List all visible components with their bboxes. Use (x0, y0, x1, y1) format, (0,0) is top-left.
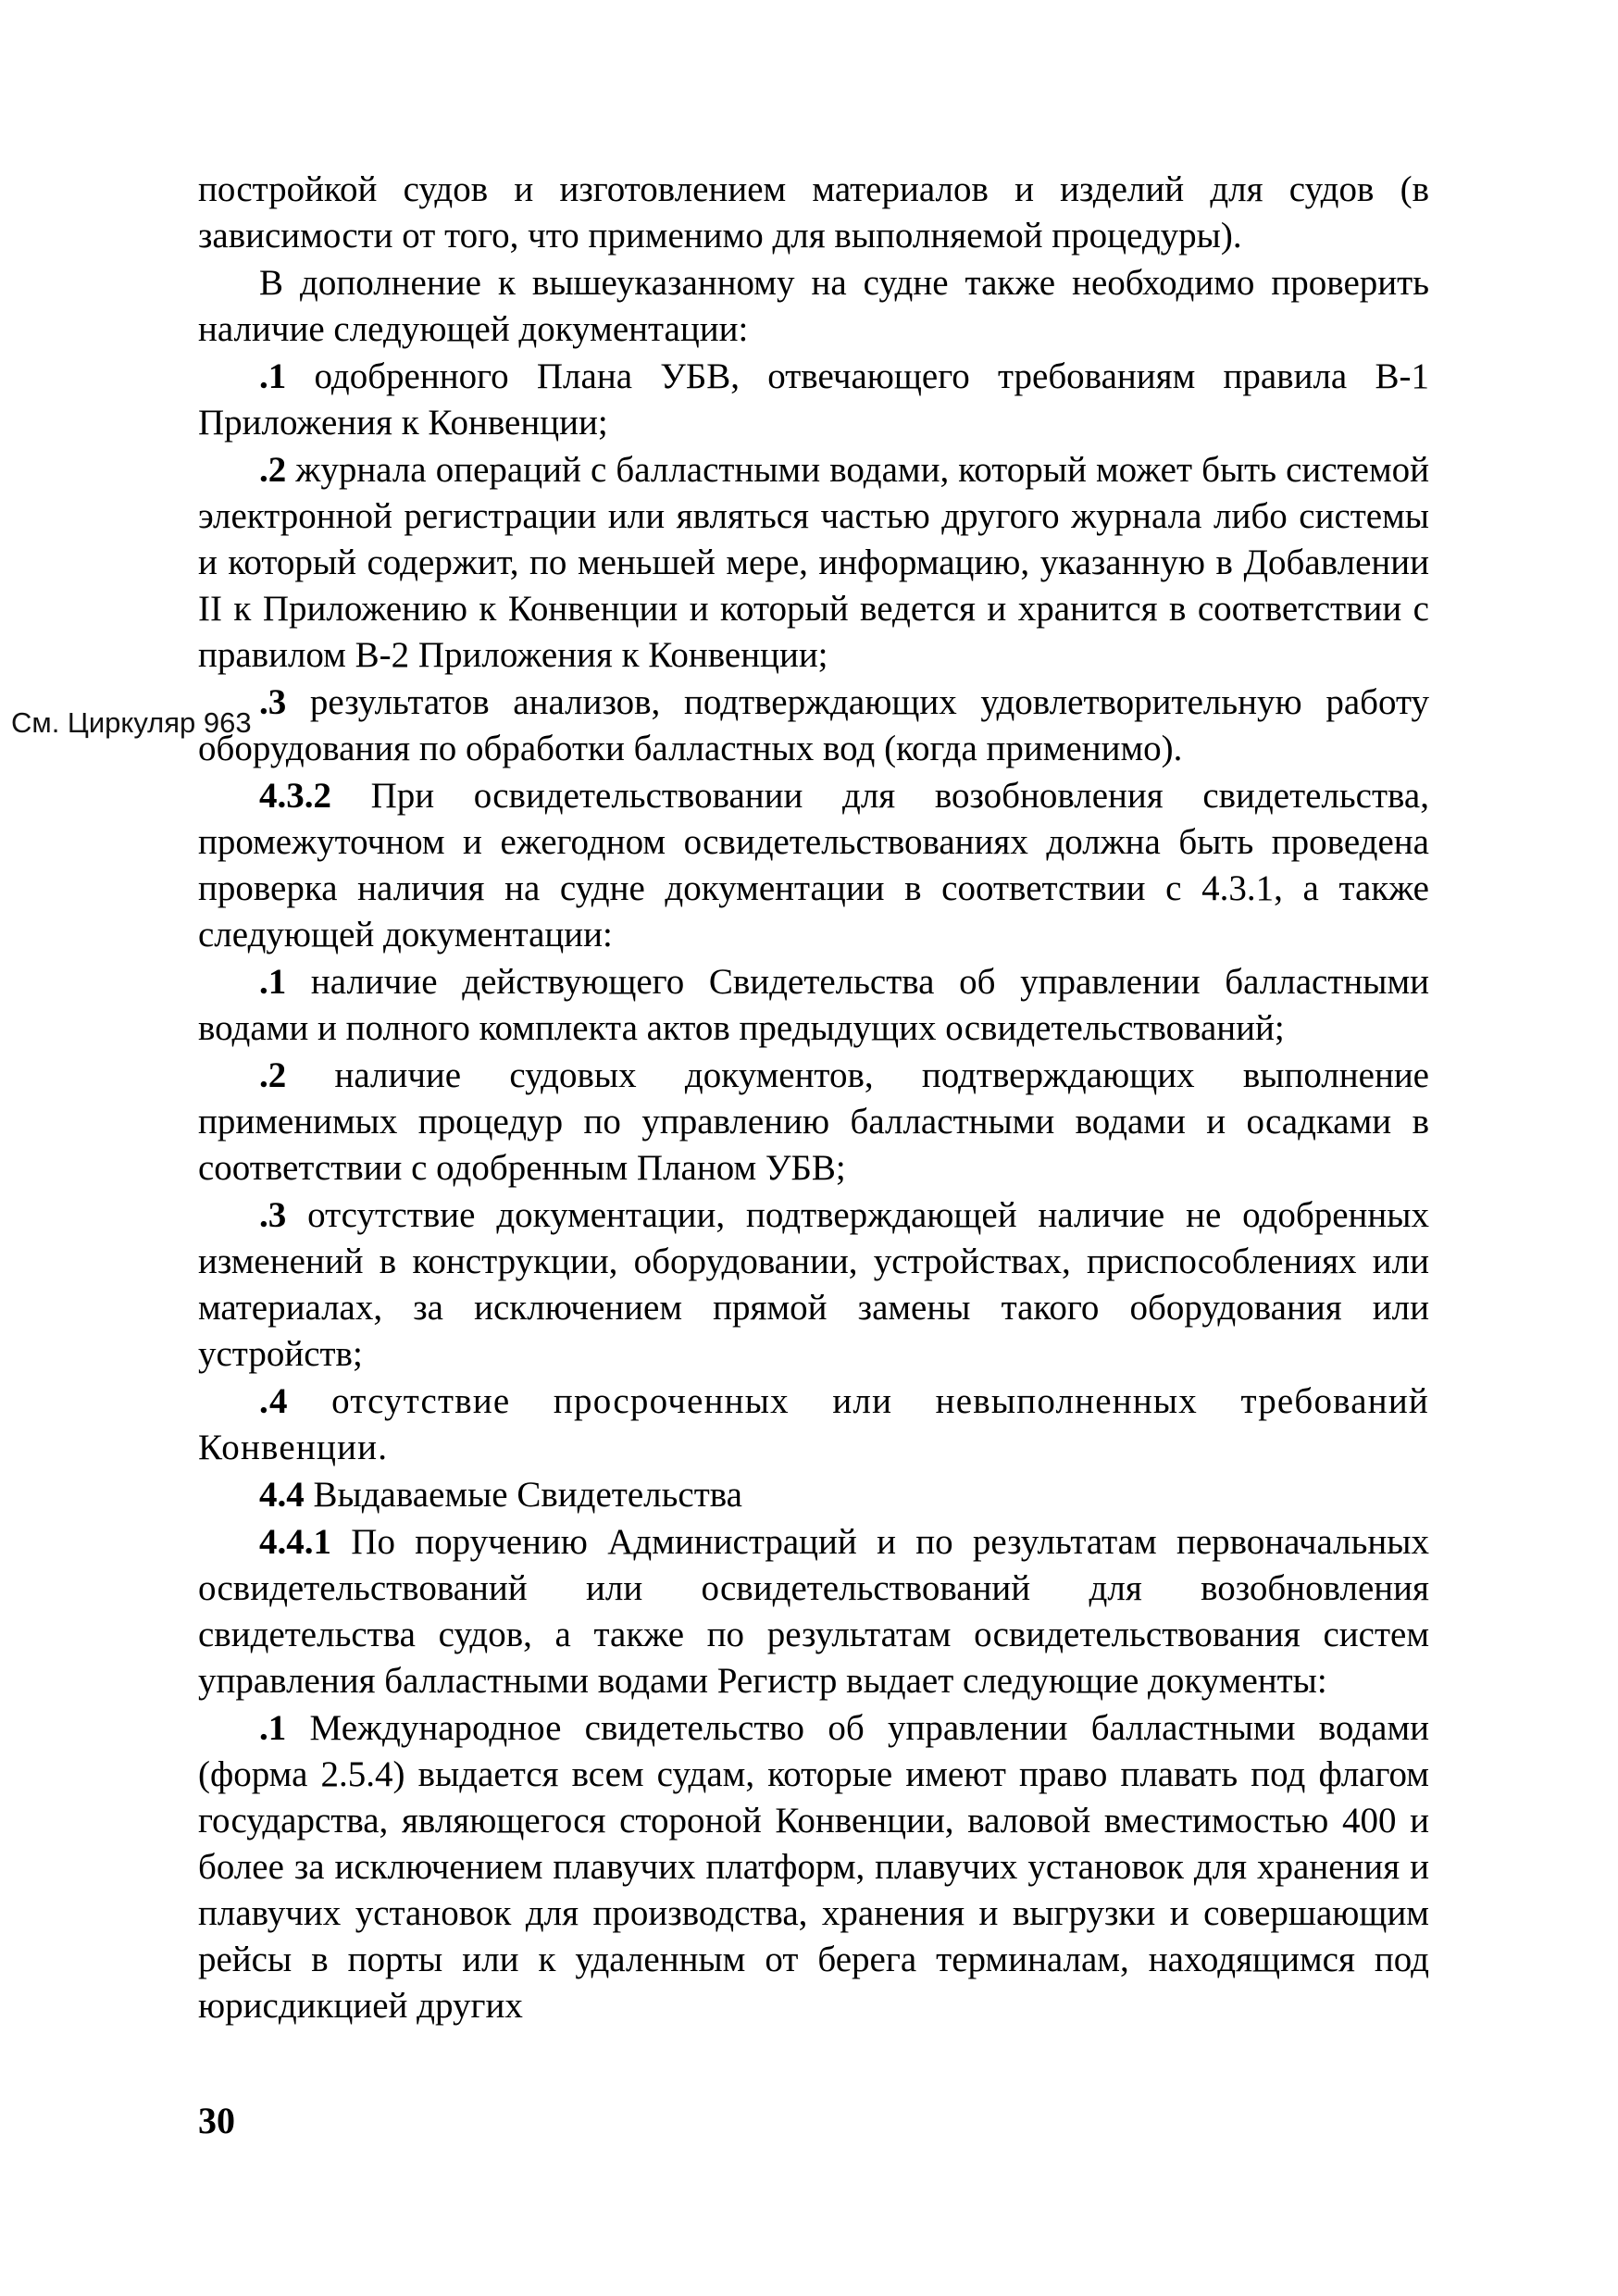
list-item: .2 журнала операций с балластными водами, который может быть системой электронной регистрации или являться частью другого журнала либо системы и который содержит, по меньшей мере, информацию, указанную в Добавлении II к Приложению к Конвенции и который ведется и хранится в соответствии с правилом В-2 Приложения к Конвенции; (198, 450, 1429, 675)
list-item: .1 Международное свидетельство об управлении балластными водами (форма 2.5.4) выдается всем судам, которые имеют право плавать под флагом государства, являющегося стороной Конвенции, валовой вместимостью 400 и более за исключением плавучих платформ, плавучих установок для хранения и плавучих установок для производства, хранения и выгрузки и совершающим рейсы в порты или к удаленным от берега терминалам, находящимся под юрисдикцией других (198, 1708, 1429, 2026)
page-number: 30 (198, 2100, 235, 2141)
item-number: .3 (259, 1195, 287, 1235)
item-number: .2 (259, 1055, 287, 1095)
list-item: .3 отсутствие документации, подтверждающей наличие не одобренных изменений в конструкции, оборудовании, устройствах, приспособлениях или материалах, за исключением прямой замены такого оборудования или устройств; (198, 1195, 1429, 1374)
item-number: .4 (259, 1381, 289, 1421)
item-number: .1 (259, 1708, 287, 1748)
paragraph: постройкой судов и изготовлением материалов и изделий для судов (в зависимости от того, что применимо для выполняемой процедуры). (198, 169, 1429, 256)
document-body (198, 167, 1429, 2030)
section-heading: 4.4 Выдаваемые Свидетельства (259, 1475, 742, 1515)
section-number: 4.4 (259, 1475, 305, 1515)
section-number: 4.4.1 (259, 1522, 331, 1562)
list-item: .2 наличие судовых документов, подтверждающих выполнение применимых процедур по управлению балластными водами и осадками в соответствии с одобренным Планом УБВ; (198, 1055, 1429, 1188)
list-item: .1 одобренного Плана УБВ, отвечающего требованиям правила В-1 Приложения к Конвенции; (198, 356, 1429, 443)
item-number: .2 (259, 450, 287, 490)
section-paragraph: 4.3.2 При освидетельствовании для возобновления свидетельства, промежуточном и ежегодном освидетельствованиях должна быть проведена проверка наличия на судне документации в соответствии с 4.3.1, а также следующей документации: (198, 776, 1429, 955)
list-item: .3 результатов анализов, подтверждающих удовлетворительную работу оборудования по обработки балластных вод (когда применимо). (198, 682, 1429, 768)
list-item: .1 наличие действующего Свидетельства об управлении балластными водами и полного комплекта актов предыдущих освидетельствований; (198, 962, 1429, 1048)
list-item: .4 отсутствие просроченных или невыполненных требований Конвенции. (198, 1381, 1429, 1467)
paragraph: В дополнение к вышеуказанному на судне также необходимо проверить наличие следующей документации: (198, 263, 1429, 349)
item-number: .3 (259, 682, 287, 722)
section-paragraph: 4.4.1 По поручению Администраций и по результатам первоначальных освидетельствований или освидетельствований для возобновления свидетельства судов, а также по результатам освидетельствования систем управления балластными водами Регистр выдает следующие документы: (198, 1522, 1429, 1701)
section-number: 4.3.2 (259, 776, 331, 816)
item-number: .1 (259, 356, 287, 396)
margin-note: См. Циркуляр 963 (11, 706, 252, 739)
item-number: .1 (259, 962, 287, 1002)
